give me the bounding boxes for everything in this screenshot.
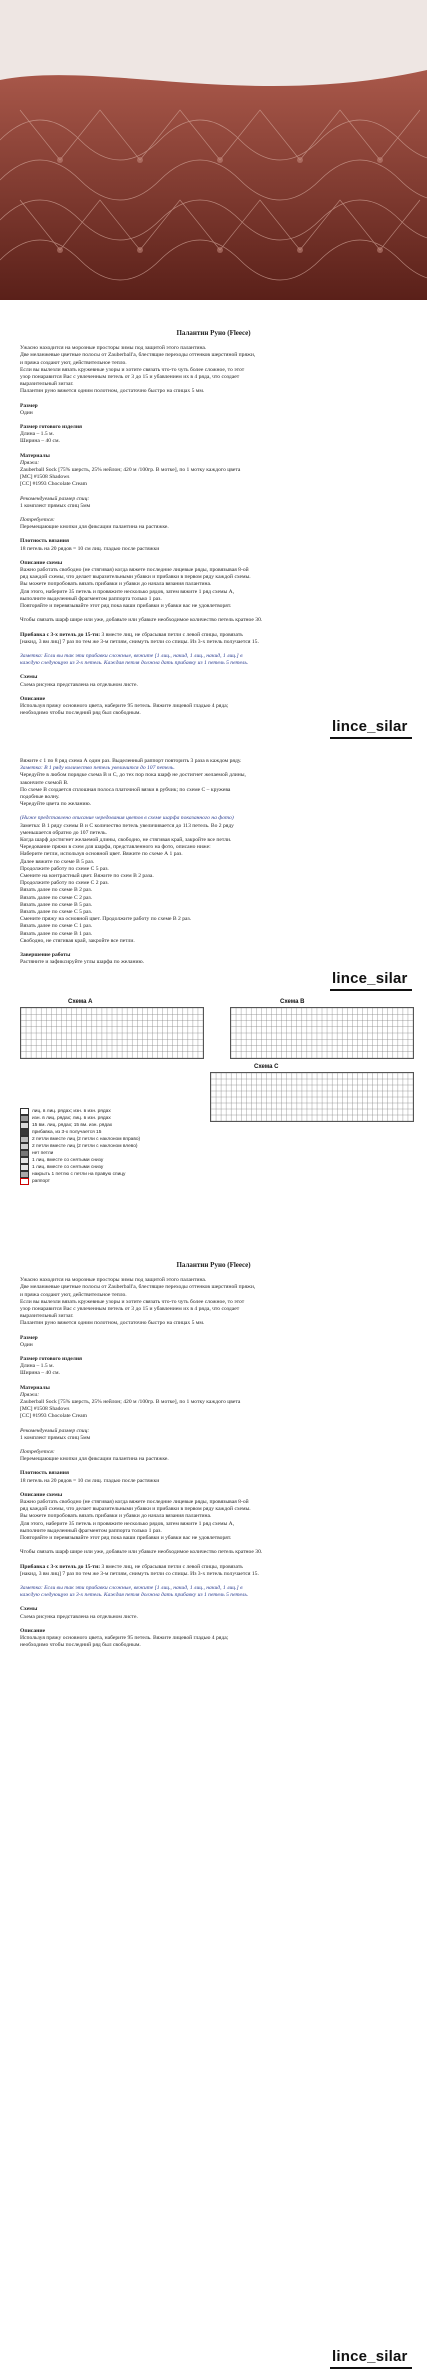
watermark-underline	[330, 989, 412, 991]
legend-swatch	[20, 1178, 29, 1186]
legend-item: прибавка, из 3-х получается 15	[20, 1129, 260, 1136]
section-text: Для этого, наберите 35 петель и провяжите несколько рядов, затем вяжите 1 ряд схемы А,	[20, 1520, 235, 1527]
document-title: Палантин Руно (Fleece)	[176, 329, 251, 337]
section-heading: Размер готового изделия	[20, 1356, 83, 1363]
note-text: Заметка: В 1 ряду количество петель увеличится до 107 петель.	[20, 765, 175, 772]
section-text: Чередуйте в любом порядке схема В и С, до тех пор пока шарф не достигнет желаемой длины,	[20, 772, 246, 779]
section-heading: Описание	[20, 1627, 46, 1634]
chart-a-grid	[21, 1008, 203, 1058]
section-text: Используя пряжу основного цвета, наберите 95 петель. Вяжите лицевой гладью 4 ряда;	[20, 1634, 229, 1641]
section-text: 3 вместе лиц, не сбрасывая петли с левой спицы, провязать	[101, 1563, 243, 1570]
section-text: Вы можете попробовать вязать прибавки и убавки до начала вязания палантина.	[20, 1513, 212, 1520]
section-subheading: Рекомендуемый размер спиц:	[20, 1427, 90, 1434]
pattern-page-2	[20, 758, 407, 966]
watermark: lince_silar	[332, 2348, 408, 2365]
intro-line: Палантин руно вяжется одним полотном, достаточно быстро на спицах 5 мм.	[20, 388, 205, 395]
section-text: Далее вяжите по схеме В 5 раз.	[20, 858, 95, 865]
section-text: Вязать далее по схеме С 2 раз.	[20, 894, 93, 901]
section-text: [накид, 3 вм лиц] 7 раз по тем же 3-м петлям, снимуть петли со спицы. Из 3-х петель получается 15.	[20, 638, 259, 645]
note-text: (Ниже представлено описание чередования цветов в схеме шарфа показанного на фото)	[20, 815, 234, 822]
materials-section	[20, 453, 407, 489]
intro-line: Ужасно находится на морозные просторы зимы под защитой этого палантина.	[20, 345, 207, 352]
section-text: закончите схемой В.	[20, 779, 69, 786]
section-text: Когда шарф достигнет желаемой длины, свободно, не стягивая край, закройте все петли.	[20, 837, 232, 844]
section-subheading: Пряжа:	[20, 459, 40, 466]
scheme-description-section	[20, 560, 407, 610]
section-heading: Материалы	[20, 1384, 50, 1391]
legend-item: накрыть 1 петлю с петли на правую спицу	[20, 1171, 260, 1178]
dimensions-section	[20, 424, 407, 446]
note-text: Заметка: Если вы так эти прибавки сложные, вяжите [1 лиц., накид, 1 лиц., накид, 1 лиц.] в	[20, 1584, 243, 1591]
section-text: Вязать далее по схеме В 2 раз.	[20, 887, 93, 894]
section-text: Вязать далее по схеме С 1 раз.	[20, 923, 93, 930]
section-text: Свободно, не стягивая край, закройте все петли.	[20, 937, 135, 944]
increase-section	[20, 632, 407, 646]
shawl-photo	[0, 0, 427, 300]
chart-b-grid	[231, 1008, 413, 1058]
chart-b-label: Схема В	[280, 999, 305, 1005]
intro-line: выразительный зигзаг.	[20, 381, 74, 388]
section-text: Zauberball Sock [75% шерсть, 25% нейлон; 420 м /100гр. В мотке], по 1 мотку каждого цвета	[20, 1399, 241, 1406]
section-text: Zauberball Sock [75% шерсть, 25% нейлон; 420 м /100гр. В мотке], по 1 мотку каждого цвета	[20, 467, 241, 474]
intro-line: узор понаравится Вас с увлеченным петель от 3 до 15 и убавлением их в 4 ряда, что создает	[20, 374, 240, 381]
gauge-section	[20, 538, 407, 552]
section-text: Ширина – 40 см.	[20, 438, 60, 445]
increase-heading: Прибавка с 3-х петель до 15-ти:	[20, 1563, 101, 1570]
section-text: Вязать далее по схеме С 5 раз.	[20, 909, 93, 916]
watermark: lince_silar	[332, 970, 408, 987]
section-text: Важно работать свободно (не стягивая) когда вяжете последние лицевые ряды, провязывая 8-ой	[20, 567, 249, 574]
intro-line: и пряжа создают уют, действительное тепло.	[20, 359, 127, 366]
section-text: Повторяйте и перевязывайте этот ряд пока ваши прибавки и убавки вас не удовлетворят.	[20, 603, 232, 610]
section-text: Вяжите с 1 по 8 ряд схема А один раз. Выделенный раппорт повторить 3 раза в каждом ряду.	[20, 758, 242, 764]
section-text: Вы можете попробовать вязать прибавки и убавки до начала вязания палантина.	[20, 581, 212, 588]
section-text: Чередование пряжи в схем для шарфа, представленного на фото, описано ниже:	[20, 844, 211, 851]
section-text: выполните выделенный фрагментом раппорта только 1 раз.	[20, 1527, 162, 1534]
section-heading: Завершение работы	[20, 952, 71, 959]
note-text: каждую следующую из 3-х петель. Каждая петля должна дать прибавку из 1 петель 5 петель.	[20, 660, 249, 667]
size-section	[20, 403, 407, 417]
description-section	[20, 696, 407, 718]
section-text: [CC] #1993 Chocolate Cream	[20, 1413, 87, 1420]
note-text: Заметка: Если вы так эти прибавки сложные, вяжите [1 лиц., накид, 1 лиц., накид, 1 лиц.] в	[20, 652, 243, 659]
section-text: выполните выделенный фрагментом раппорта только 1 раз.	[20, 595, 162, 602]
section-subheading: Потребуется:	[20, 1449, 55, 1456]
section-text: Заметка: В 1 ряду схемы В и С количество петель увеличивается до 113 петель. Во 2 ряду	[20, 822, 234, 829]
watermark: lince_silar	[332, 718, 408, 735]
legend-item: 1 лиц. вместе со снятыми снизу	[20, 1164, 260, 1171]
needles-section	[20, 496, 407, 510]
section-text: Чередуйте цвета по желанию.	[20, 801, 92, 808]
lace-shawl-image	[0, 0, 427, 300]
section-text: Наберите петли, используя основной цвет. Вяжите по схеме А 1 раз.	[20, 851, 183, 858]
section-text: Схема рисунка представлена на отдельном листе.	[20, 681, 138, 688]
section-heading: Размер	[20, 1334, 38, 1341]
section-text: Повторяйте и перевязывайте этот ряд пока ваши прибавки и убавки вас не удовлетворят.	[20, 1535, 232, 1542]
section-heading: Плотность вязания	[20, 538, 70, 545]
section-text: Вязать далее по схеме В 5 раз.	[20, 901, 93, 908]
section-text: По схеме В создается сплошная полоса платочной вязки в рубчик; по схеме С – кружева	[20, 786, 231, 793]
section-heading: Описание схемы	[20, 559, 63, 566]
section-text: [накид, 3 вм лиц] 7 раз по тем же 3-м петлям, снимуть петли со спицы. Из 3-х петель получается 15.	[20, 1570, 259, 1577]
legend-item: нет петли	[20, 1150, 260, 1157]
section-text: Ширина – 40 см.	[20, 1370, 60, 1377]
intro-line: узор понаравится Вас с увлеченным петель от 3 до 15 и убавлением их в 4 ряда, что создает	[20, 1306, 240, 1313]
section-text: 1 комплект прямых спиц 5мм	[20, 1434, 91, 1441]
legend-item: лиц. в лиц. рядах; изн. в изн. рядах	[20, 1108, 260, 1115]
intro-line: Две меланжевые цветные полосы от Zauberball'а, блестящие переходы оттенков шерстяной пряжи,	[20, 352, 256, 359]
section-text: необходимо чтобы последний ряд был свободным.	[20, 710, 141, 717]
chart-c-label: Схема С	[254, 1064, 279, 1070]
legend-item: 15 вм. лиц. рядах; 15 вм. изн. рядах	[20, 1122, 260, 1129]
cast-section	[20, 617, 407, 624]
pattern-page-3	[20, 1262, 407, 1649]
section-text: Растяните и зафиксируйте углы шарфа по желанию.	[20, 959, 145, 966]
section-text: [MC] #1508 Shadows	[20, 474, 70, 481]
watermark-underline	[330, 737, 412, 739]
section-text: ряд каждой схемы, что делает выразительными убавки и прибавки в первом ряду каждой схемы.	[20, 574, 251, 581]
section-text: Смените пряжу на основной цвет. Продолжите работу по схеме В 2 раз.	[20, 916, 192, 923]
intro-line: Ужасно находится на морозные просторы зимы под защитой этого палантина.	[20, 1277, 207, 1284]
section-text: Вязать далее по схеме В 1 раз.	[20, 930, 93, 937]
section-text: Один	[20, 409, 33, 416]
notions-section	[20, 517, 407, 531]
section-text: 18 петель на 20 рядов = 10 см лиц. гладью после растяжки	[20, 545, 160, 552]
section-text: Один	[20, 1341, 33, 1348]
intro-line: Если вы вылезли вязать кружевные узоры и хотите связать что-то чуть более сложное, то этот	[20, 1298, 245, 1305]
section-text: Смените на контрастный цвет. Вяжите по схем В 2 раза.	[20, 873, 154, 880]
section-text: уменьшается обратно до 107 петель.	[20, 829, 107, 836]
section-text: Для этого, наберите 35 петель и провяжите несколько рядов, затем вяжите 1 ряд схемы А,	[20, 588, 235, 595]
chart-legend	[20, 1108, 260, 1185]
legend-item: 2 петли вместе лиц (2 петли с наклоном вправо)	[20, 1136, 260, 1143]
legend-item: 1 лиц. вместе со снятыми снизу	[20, 1157, 260, 1164]
section-text: 3 вместе лиц, не сбрасывая петли с левой спицы, провязать	[101, 631, 243, 638]
section-subheading: Рекомендуемый размер спиц:	[20, 495, 90, 502]
section-heading: Описание схемы	[20, 1491, 63, 1498]
intro-block	[20, 345, 407, 395]
schemes-section	[20, 674, 407, 688]
section-heading: Описание	[20, 695, 46, 702]
document-title: Палантин Руно (Fleece)	[176, 1261, 251, 1269]
legend-item: раппорт	[20, 1178, 260, 1185]
note-text: каждую следующую из 3-х петель. Каждая петля должна дать прибавку из 1 петель 5 петель.	[20, 1592, 249, 1599]
section-text: Важно работать свободно (не стягивая) когда вяжете последние лицевые ряды, провязывая 8-ой	[20, 1499, 249, 1506]
section-text: Продолжите работу по схеме С 5 раз.	[20, 865, 109, 872]
pattern-page-1	[20, 330, 407, 717]
section-heading: Материалы	[20, 452, 50, 459]
legend-item: изн. в лиц. рядах; лиц. в изн. рядах	[20, 1115, 260, 1122]
section-text: Перемещающие кнопки для фиксации палантина на растяжке.	[20, 524, 169, 531]
section-text: Схема рисунка представлена на отдельном листе.	[20, 1613, 138, 1620]
chart-a-label: Схема А	[68, 999, 93, 1005]
section-subheading: Пряжа:	[20, 1391, 40, 1398]
intro-line: и пряжа создают уют, действительное тепло.	[20, 1291, 127, 1298]
intro-line: Палантин руно вяжется одним полотном, достаточно быстро на спицах 5 мм.	[20, 1320, 205, 1327]
section-heading: Размер готового изделия	[20, 424, 83, 431]
legend-item: 2 петли вместе лиц (2 петли с наклоном влево)	[20, 1143, 260, 1150]
intro-line: Если вы вылезли вязать кружевные узоры и хотите связать что-то чуть более сложное, то этот	[20, 366, 245, 373]
intro-line: выразительный зигзаг.	[20, 1313, 74, 1320]
section-heading: Схемы	[20, 1606, 38, 1613]
chart-b	[230, 1007, 414, 1059]
section-text: необходимо чтобы последний ряд был свободным.	[20, 1642, 141, 1649]
section-text: подобные волну.	[20, 794, 60, 801]
section-text: Длина – 1.5 м.	[20, 431, 54, 438]
section-text: ряд каждой схемы, что делает выразительными убавки и прибавки в первом ряду каждой схемы.	[20, 1506, 251, 1513]
intro-line: Две меланжевые цветные полосы от Zauberball'а, блестящие переходы оттенков шерстяной пряжи,	[20, 1284, 256, 1291]
section-text: Используя пряжу основного цвета, наберите 95 петель. Вяжите лицевой гладью 4 ряда;	[20, 702, 229, 709]
section-text: Чтобы связать шарф шире или уже, добавьте или убавьте необходимое количество петель кратное 30.	[20, 617, 263, 624]
section-text: Перемещающие кнопки для фиксации палантина на растяжке.	[20, 1456, 169, 1463]
section-heading: Размер	[20, 402, 38, 409]
section-text: 1 комплект прямых спиц 5мм	[20, 502, 91, 509]
section-text: Чтобы связать шарф шире или уже, добавьте или убавьте необходимое количество петель кратное 30.	[20, 1549, 263, 1556]
section-heading: Схемы	[20, 674, 38, 681]
section-text: [CC] #1993 Chocolate Cream	[20, 481, 87, 488]
watermark-underline	[330, 2367, 412, 2369]
section-subheading: Потребуется:	[20, 517, 55, 524]
section-text: Продолжите работу по схеме С 2 раз.	[20, 880, 109, 887]
section-text: Длина – 1.5 м.	[20, 1363, 54, 1370]
note-section	[20, 653, 407, 667]
section-text: [MC] #1508 Shadows	[20, 1406, 70, 1413]
chart-a	[20, 1007, 204, 1059]
section-text: 18 петель на 20 рядов = 10 см лиц. гладью после растяжки	[20, 1477, 160, 1484]
section-heading: Плотность вязания	[20, 1470, 70, 1477]
increase-heading: Прибавка с 3-х петель до 15-ти:	[20, 631, 101, 638]
